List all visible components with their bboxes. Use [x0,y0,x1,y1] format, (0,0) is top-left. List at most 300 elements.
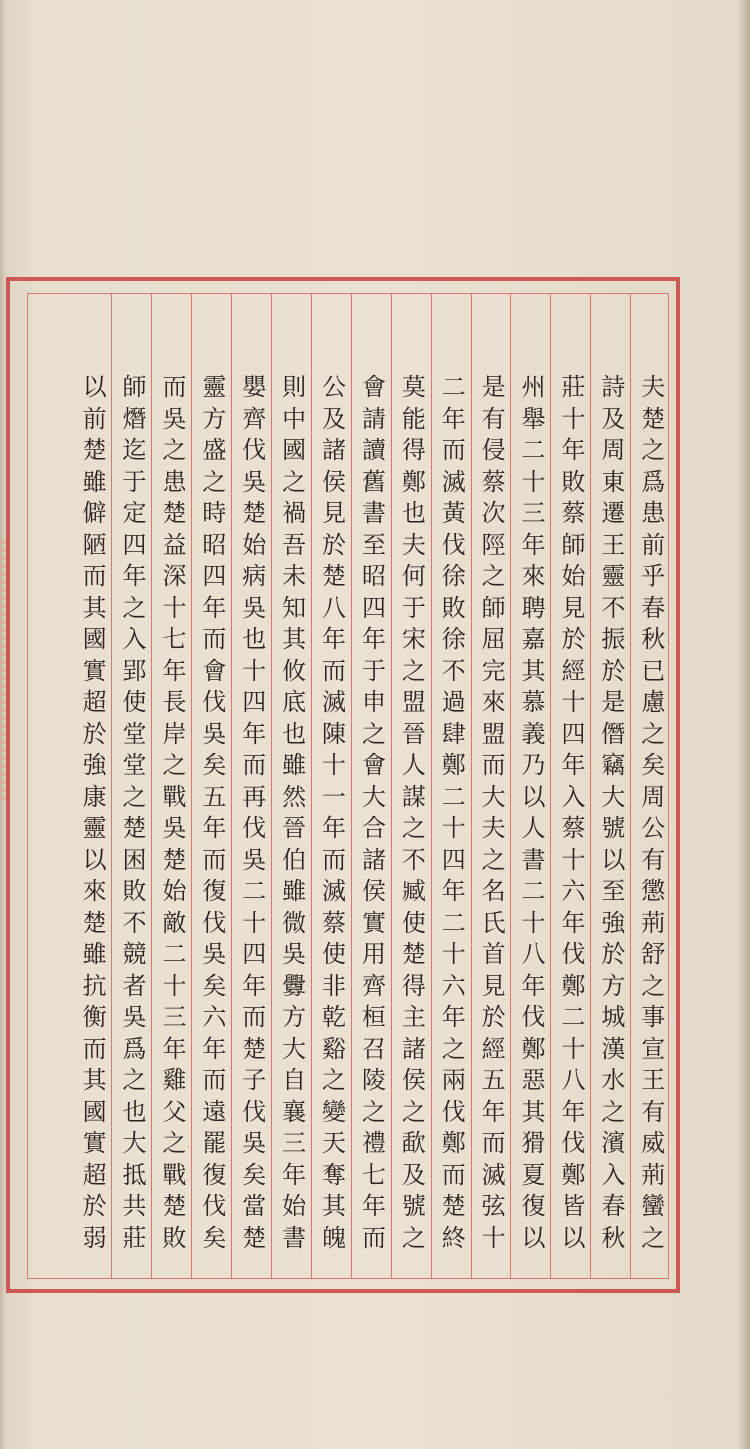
character: 年 [118,563,147,587]
text-column [74,374,108,1279]
text-column [473,374,507,1279]
character: 昭 [357,563,386,587]
character: 復 [197,878,226,902]
character: 入 [596,1161,625,1186]
character: 入 [556,783,585,808]
character: 合 [357,815,386,839]
character: 屈 [477,626,506,650]
character: 吳 [237,1130,266,1154]
character: 周 [636,783,665,808]
character: 楚 [397,941,426,965]
character: 二 [517,437,546,461]
character: 蔡 [556,815,585,839]
character: 之 [437,1035,466,1060]
text-column [354,374,388,1279]
character: 乎 [636,563,665,587]
character: 之 [157,437,186,461]
character: 十 [237,909,266,934]
character: 益 [157,531,186,556]
character: 四 [237,941,266,965]
character: 困 [118,846,147,871]
character: 四 [556,720,585,745]
character: 十 [517,468,546,493]
character: 徐 [437,626,466,650]
character: 楚 [157,846,186,871]
character: 禮 [357,1130,386,1154]
character: 聘 [517,594,546,619]
character: 年 [556,909,585,934]
character: 始 [237,531,266,556]
character: 過 [437,689,466,713]
character: 患 [157,468,186,493]
character: 伐 [197,1193,226,1217]
character: 於 [556,626,585,650]
character: 滅 [317,878,346,902]
character: 微 [277,909,306,934]
character: 桓 [357,1004,386,1028]
character: 之 [477,563,506,587]
character: 王 [636,1067,665,1091]
character: 其 [317,1193,346,1217]
character: 莊 [118,1224,147,1249]
character: 之 [357,720,386,745]
character: 二 [556,1004,585,1028]
character: 謀 [397,783,426,808]
character: 於 [78,720,107,745]
character: 號 [596,815,625,839]
character: 雖 [78,468,107,493]
character: 二 [437,909,466,934]
character: 蔡 [317,909,346,934]
character: 侯 [357,878,386,902]
character: 夫 [636,374,665,398]
character: 大 [596,783,625,808]
character: 年 [197,1035,226,1060]
character: 師 [477,594,506,619]
character: 水 [596,1067,625,1091]
character: 年 [556,752,585,776]
character: 未 [277,563,306,587]
character: 定 [118,500,147,524]
character: 以 [78,846,107,871]
character: 莊 [556,374,585,398]
character: 禍 [277,500,306,524]
character: 楚 [237,1035,266,1060]
column-rule [351,294,352,1278]
character: 時 [197,500,226,524]
character: 僻 [78,500,107,524]
character: 于 [357,657,386,682]
character: 之 [118,1067,147,1091]
character: 鄭 [556,1161,585,1186]
character: 變 [317,1098,346,1123]
character: 於 [596,657,625,682]
character: 何 [397,563,426,587]
character: 二 [437,374,466,398]
character: 滅 [477,1161,506,1186]
column-rule [510,294,511,1278]
character: 熸 [118,405,147,430]
character: 迄 [118,437,147,461]
character: 前 [78,405,107,430]
character: 四 [437,846,466,871]
character: 四 [357,594,386,619]
text-column [434,374,468,1279]
character: 有 [477,405,506,430]
character: 臧 [397,878,426,902]
character: 經 [556,657,585,682]
character: 非 [317,972,346,997]
character: 之 [197,468,226,493]
character: 之 [636,720,665,745]
character: 得 [397,437,426,461]
character: 懲 [636,878,665,902]
character: 義 [517,720,546,745]
character: 十 [437,815,466,839]
character: 使 [317,941,346,965]
character: 人 [397,752,426,776]
character: 其 [277,626,306,650]
character: 谿 [317,1035,346,1060]
character: 前 [636,531,665,556]
character: 書 [517,846,546,871]
character: 終 [437,1224,466,1249]
character: 雖 [277,878,306,902]
character: 而 [237,1004,266,1028]
character: 之 [636,437,665,461]
character: 年 [357,1193,386,1217]
character: 不 [596,594,625,619]
character: 強 [78,752,107,776]
character: 首 [477,941,506,965]
character: 伐 [437,1098,466,1123]
character: 諸 [357,846,386,871]
character: 年 [477,1098,506,1123]
character: 會 [197,657,226,682]
text-column [394,374,428,1279]
character: 年 [237,720,266,745]
character: 皆 [556,1193,585,1217]
character: 至 [357,531,386,556]
character: 荊 [636,909,665,934]
character: 而 [357,1224,386,1249]
character: 不 [397,846,426,871]
character: 申 [357,689,386,713]
text-column [553,374,587,1279]
character: 三 [517,500,546,524]
character: 周 [596,437,625,461]
character: 當 [237,1193,266,1217]
character: 兩 [437,1067,466,1091]
character: 夫 [397,531,426,556]
character: 伐 [437,531,466,556]
character: 盟 [397,689,426,713]
character: 復 [517,1193,546,1217]
character: 至 [596,878,625,902]
character: 二 [517,878,546,902]
character: 八 [556,1067,585,1091]
character: 而 [477,1130,506,1154]
character: 惡 [517,1067,546,1091]
character: 主 [397,1004,426,1028]
character: 伯 [277,846,306,871]
character: 敗 [437,594,466,619]
character: 實 [78,657,107,682]
character: 之 [277,468,306,493]
character: 來 [78,878,107,902]
character: 讀 [357,437,386,461]
character: 州 [517,374,546,398]
character: 書 [277,1224,306,1249]
character: 年 [437,878,466,902]
character: 復 [197,1161,226,1186]
character: 氏 [477,909,506,934]
character: 夏 [517,1161,546,1186]
character: 楚 [78,437,107,461]
text-column [234,374,268,1279]
character: 十 [437,941,466,965]
character: 諸 [397,1035,426,1060]
column-rule [311,294,312,1278]
character: 經 [477,1035,506,1060]
character: 父 [157,1098,186,1123]
character: 及 [317,405,346,430]
character: 於 [78,1193,107,1217]
character: 六 [437,972,466,997]
character: 其 [517,1098,546,1123]
character: 侵 [477,437,506,461]
character: 也 [237,626,266,650]
character: 楚 [237,500,266,524]
character: 奪 [317,1161,346,1186]
character: 病 [237,563,266,587]
character: 于 [118,468,147,493]
text-column [154,374,188,1279]
character: 罷 [197,1130,226,1154]
character: 而 [197,846,226,871]
character: 鄭 [397,468,426,493]
character: 始 [157,878,186,902]
character: 書 [357,500,386,524]
character: 八 [517,941,546,965]
character: 夫 [477,815,506,839]
character: 侯 [397,1067,426,1091]
character: 之 [636,972,665,997]
character: 公 [317,374,346,398]
character: 敗 [556,468,585,493]
character: 之 [118,783,147,808]
character: 荊 [636,1161,665,1186]
character: 超 [78,689,107,713]
character: 完 [477,657,506,682]
character: 於 [317,531,346,556]
character: 吳 [118,1004,147,1028]
character: 得 [397,972,426,997]
character: 實 [357,909,386,934]
character: 伐 [556,1130,585,1154]
character: 其 [517,657,546,682]
column-rule [550,294,551,1278]
character: 二 [157,941,186,965]
character: 而 [437,1161,466,1186]
character: 侯 [317,468,346,493]
character: 四 [237,689,266,713]
character: 六 [556,878,585,902]
character: 蠻 [636,1193,665,1217]
character: 七 [357,1161,386,1186]
character: 十 [556,405,585,430]
character: 是 [477,374,506,398]
character: 以 [596,846,625,871]
character: 四 [197,563,226,587]
character: 而 [78,1035,107,1060]
character: 次 [477,500,506,524]
page-right-edge [736,0,750,1449]
character: 年 [197,815,226,839]
character: 而 [197,1067,226,1091]
character: 詩 [596,374,625,398]
character: 年 [556,1098,585,1123]
character: 年 [317,815,346,839]
character: 其 [78,594,107,619]
character: 楚 [437,1193,466,1217]
text-column [314,374,348,1279]
character: 已 [636,657,665,682]
character: 是 [596,689,625,713]
character: 號 [397,1193,426,1217]
character: 五 [477,1067,506,1091]
character: 伐 [237,815,266,839]
character: 雖 [78,941,107,965]
character: 敗 [118,878,147,902]
character: 之 [397,657,426,682]
character: 黃 [437,500,466,524]
character: 吳 [157,405,186,430]
column-rule [271,294,272,1278]
character: 來 [517,563,546,587]
character: 吳 [237,468,266,493]
character: 競 [118,941,147,965]
character: 吳 [157,815,186,839]
character: 伐 [197,909,226,934]
character: 五 [197,783,226,808]
character: 以 [517,783,546,808]
character: 年 [277,1161,306,1186]
character: 盟 [477,720,506,745]
character: 六 [197,1004,226,1028]
character: 嬰 [237,374,266,398]
character: 七 [157,626,186,650]
character: 抗 [78,972,107,997]
character: 見 [477,972,506,997]
column-rule [590,294,591,1278]
character: 莫 [397,374,426,398]
character: 而 [437,437,466,461]
character: 再 [237,783,266,808]
character: 其 [78,1067,107,1091]
character: 陵 [357,1067,386,1091]
character: 慕 [517,689,546,713]
character: 國 [277,437,306,461]
character: 弱 [78,1224,107,1249]
character: 陘 [477,531,506,556]
character: 年 [517,972,546,997]
character: 之 [397,815,426,839]
character: 靈 [197,374,226,398]
column-rule [151,294,152,1278]
character: 之 [118,594,147,619]
character: 康 [78,783,107,808]
character: 者 [118,972,147,997]
character: 滅 [437,468,466,493]
character: 蔡 [477,468,506,493]
character: 十 [157,594,186,619]
character: 雖 [277,752,306,776]
character: 年 [357,626,386,650]
character: 於 [596,941,625,965]
character: 戰 [157,1161,186,1186]
character: 十 [556,689,585,713]
text-column [513,374,547,1279]
character: 年 [237,972,266,997]
character: 威 [636,1130,665,1154]
character: 使 [397,909,426,934]
character: 楚 [118,815,147,839]
character: 超 [78,1161,107,1186]
character: 舉 [517,405,546,430]
character: 抵 [118,1161,147,1186]
character: 事 [636,1004,665,1028]
character: 吾 [277,531,306,556]
character: 年 [157,657,186,682]
character: 則 [277,374,306,398]
character: 昭 [197,531,226,556]
character: 楚 [157,1193,186,1217]
character: 楚 [317,563,346,587]
character: 滅 [317,689,346,713]
character: 年 [157,1035,186,1060]
character: 召 [357,1035,386,1060]
character: 嘉 [517,626,546,650]
character: 爲 [636,468,665,493]
character: 慮 [636,689,665,713]
column-rule [111,294,112,1278]
character: 楚 [636,405,665,430]
character: 振 [596,626,625,650]
character: 年 [437,405,466,430]
character: 魄 [317,1224,346,1249]
character: 之 [397,1098,426,1123]
character: 公 [636,815,665,839]
character: 而 [317,846,346,871]
character: 年 [317,626,346,650]
character: 晉 [397,720,426,745]
character: 舊 [357,468,386,493]
character: 之 [477,846,506,871]
character: 用 [357,941,386,965]
character: 秋 [596,1224,625,1249]
character: 鄭 [556,972,585,997]
character: 而 [237,752,266,776]
character: 知 [277,594,306,619]
column-rule [231,294,232,1278]
character: 矣 [197,752,226,776]
character: 來 [477,689,506,713]
character: 會 [357,374,386,398]
character: 名 [477,878,506,902]
character: 晉 [277,815,306,839]
character: 鄭 [517,1035,546,1060]
